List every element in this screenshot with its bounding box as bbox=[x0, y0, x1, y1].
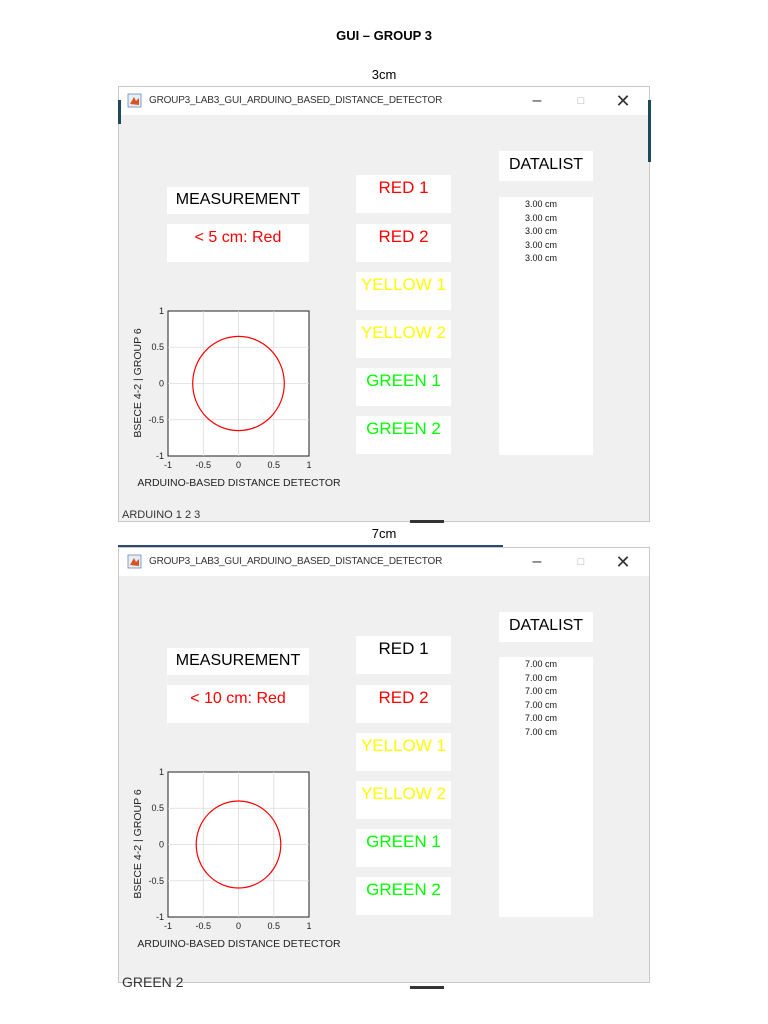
y-tick-label: 1 bbox=[158, 306, 164, 316]
distance-plot bbox=[119, 548, 651, 984]
y-axis-label: BSECE 4-2 | GROUP 6 bbox=[132, 328, 144, 438]
cropped-fragment-bar bbox=[410, 986, 444, 989]
minimize-button[interactable]: – bbox=[532, 92, 542, 109]
measurement-value: < 10 cm: Red bbox=[190, 690, 286, 707]
datalist-item[interactable]: 7.00 cm bbox=[525, 726, 558, 737]
x-tick-label: 1 bbox=[306, 460, 312, 470]
background-window-edge bbox=[648, 100, 651, 162]
measurement-value: < 5 cm: Red bbox=[194, 229, 282, 246]
datalist-item[interactable]: 3.00 cm bbox=[525, 226, 558, 236]
panel-caption: 3cm bbox=[371, 67, 397, 82]
y-tick-label: 0 bbox=[158, 378, 164, 389]
light-green-1: GREEN 1 bbox=[356, 829, 451, 867]
y-tick-label: -1 bbox=[155, 451, 164, 461]
close-button[interactable]: ✕ bbox=[615, 91, 631, 111]
light-red-1: RED 1 bbox=[356, 175, 451, 213]
measurement-label: MEASUREMENT bbox=[175, 191, 301, 208]
x-tick-label: -1 bbox=[163, 460, 173, 470]
maximize-button[interactable]: □ bbox=[577, 556, 585, 568]
light-yellow-2: YELLOW 2 bbox=[356, 781, 451, 819]
datalist-item[interactable]: 7.00 cm bbox=[525, 659, 558, 669]
x-tick-label: 0.5 bbox=[267, 460, 281, 470]
x-tick-label: 0 bbox=[235, 460, 242, 470]
datalist-item[interactable]: 3.00 cm bbox=[525, 239, 558, 250]
light-yellow-2: YELLOW 2 bbox=[356, 320, 451, 358]
maximize-button[interactable]: □ bbox=[577, 95, 585, 107]
datalist-item[interactable]: 7.00 cm bbox=[525, 686, 558, 696]
y-tick-label: 0 bbox=[158, 839, 164, 850]
datalist-label: DATALIST bbox=[499, 612, 593, 642]
datalist-item[interactable]: 7.00 cm bbox=[525, 699, 558, 710]
distance-plot bbox=[119, 87, 651, 523]
y-axis-label: BSECE 4-2 | GROUP 6 bbox=[132, 789, 144, 899]
light-green-2: GREEN 2 bbox=[356, 416, 451, 454]
window-title: GROUP3_LAB3_GUI_ARDUINO_BASED_DISTANCE_DETECTOR bbox=[149, 95, 443, 106]
window-title: GROUP3_LAB3_GUI_ARDUINO_BASED_DISTANCE_DETECTOR bbox=[149, 556, 443, 567]
y-tick-label: 1 bbox=[158, 767, 164, 777]
x-axis-label: ARDUINO-BASED DISTANCE DETECTOR bbox=[137, 477, 341, 489]
panel-caption: 7cm bbox=[371, 526, 397, 541]
y-tick-label: 0.5 bbox=[151, 803, 164, 813]
light-green-2: GREEN 2 bbox=[356, 877, 451, 915]
light-yellow-1: YELLOW 1 bbox=[356, 272, 451, 310]
x-tick-label: 0 bbox=[235, 921, 242, 931]
datalist-label: DATALIST bbox=[499, 151, 593, 181]
x-axis-label: ARDUINO-BASED DISTANCE DETECTOR bbox=[137, 938, 341, 950]
light-red-2: RED 2 bbox=[356, 685, 451, 723]
measurement-label: MEASUREMENT bbox=[175, 652, 301, 669]
light-yellow-1: YELLOW 1 bbox=[356, 733, 451, 771]
datalist-item[interactable]: 3.00 cm bbox=[525, 199, 558, 209]
light-green-1: GREEN 1 bbox=[356, 368, 451, 406]
minimize-button[interactable]: – bbox=[532, 553, 542, 570]
x-tick-label: -1 bbox=[163, 921, 173, 931]
x-tick-label: -0.5 bbox=[195, 460, 212, 470]
y-tick-label: -0.5 bbox=[148, 415, 164, 425]
y-tick-label: -0.5 bbox=[148, 876, 164, 886]
background-window-edge bbox=[118, 100, 121, 124]
x-tick-label: 0.5 bbox=[267, 921, 281, 931]
datalist-item[interactable]: 3.00 cm bbox=[525, 253, 558, 263]
datalist-item[interactable]: 7.00 cm bbox=[525, 713, 558, 723]
app-window bbox=[118, 86, 650, 522]
light-red-2: RED 2 bbox=[356, 224, 451, 262]
cropped-text-fragment: ARDUINO 1 2 3 bbox=[122, 509, 201, 521]
cropped-fragment-bar bbox=[410, 520, 444, 523]
app-window bbox=[118, 547, 650, 983]
y-tick-label: -1 bbox=[155, 912, 164, 922]
datalist-item[interactable]: 3.00 cm bbox=[525, 212, 558, 223]
datalist-item[interactable]: 7.00 cm bbox=[525, 672, 558, 683]
document-title: GUI – GROUP 3 bbox=[336, 28, 432, 43]
x-tick-label: -0.5 bbox=[195, 921, 212, 931]
x-tick-label: 1 bbox=[306, 921, 312, 931]
cropped-text-fragment: GREEN 2 bbox=[122, 974, 184, 990]
light-red-1: RED 1 bbox=[356, 636, 451, 674]
close-button[interactable]: ✕ bbox=[615, 552, 631, 572]
y-tick-label: 0.5 bbox=[151, 342, 164, 352]
background-window-edge bbox=[118, 545, 503, 547]
